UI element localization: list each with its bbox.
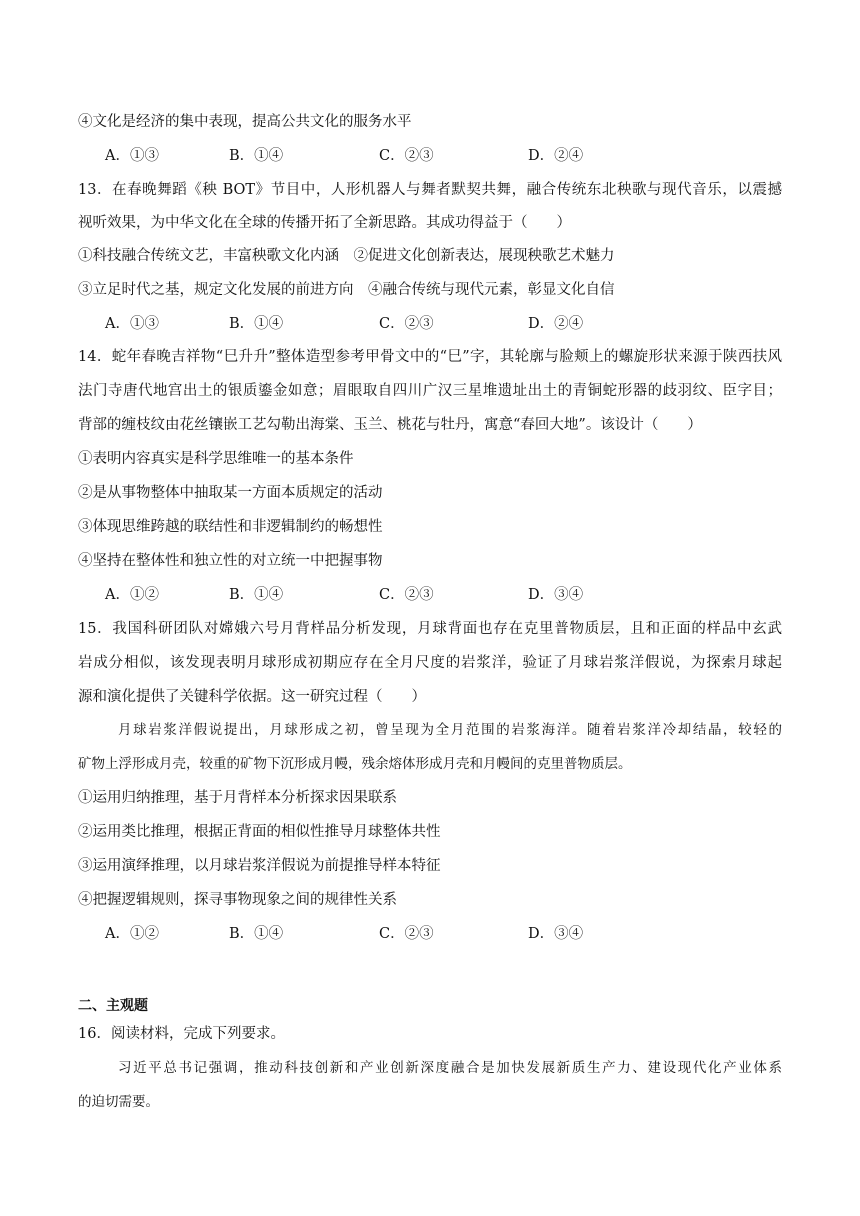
q14-choice-b[interactable]: B．①④: [229, 587, 284, 603]
q14-choice-c[interactable]: C．②③: [379, 587, 434, 603]
q12-choice-c[interactable]: C．②③: [379, 148, 434, 164]
q14-option-2: ②是从事物整体中抽取某一方面本质规定的活动: [78, 485, 383, 501]
q12-answer-options: [105, 146, 745, 166]
q14-option-4: ④坚持在整体性和独立性的对立统一中把握事物: [78, 553, 383, 569]
q15-choice-b[interactable]: B．①④: [229, 926, 284, 942]
q15-material-line-1: 月球岩浆洋假说提出，月球形成之初，曾呈现为全月范围的岩浆海洋。随着岩浆洋冷却结晶，较轻的: [118, 722, 782, 738]
q13-choice-a[interactable]: A．①③: [105, 316, 159, 332]
q14-stem-line-3: 背部的缠枝纹由花丝镶嵌工艺勾勒出海棠、玉兰、桃花与牡丹，寓意“春回大地”。该设计（ ）: [78, 417, 702, 433]
q14-stem-line-1: 14．蛇年春晚吉祥物“巳升升”整体造型参考甲骨文中的“巳”字，其轮廓与脸颊上的螺旋形状来源于陕西扶风: [78, 349, 782, 365]
q13-options-line-1: ①科技融合传统文艺，丰富秧歌文化内涵 ②促进文化创新表达，展现秧歌艺术魅力: [78, 248, 615, 264]
q16-material-line-2: 的迫切需要。: [78, 1094, 159, 1110]
q15-stem-line-1: 15．我国科研团队对嫦娥六号月背样品分析发现，月球背面也存在克里普物质层，且和正面的样品中玄武: [78, 621, 782, 637]
q14-stem-line-2: 法门寺唐代地宫出土的银质鎏金如意；眉眼取自四川广汉三星堆遗址出土的青铜蛇形器的歧羽纹、臣字目；: [78, 383, 782, 399]
section-heading: 二、主观题: [78, 998, 148, 1014]
q13-choice-c[interactable]: C．②③: [379, 316, 434, 332]
q13-choice-b[interactable]: B．①④: [229, 316, 284, 332]
q15-choice-c[interactable]: C．②③: [379, 926, 434, 942]
q15-option-1: ①运用归纳推理，基于月背样本分析探求因果联系: [78, 790, 397, 806]
q15-choice-d[interactable]: D．③④: [528, 926, 584, 942]
q14-choice-a[interactable]: A．①②: [105, 587, 159, 603]
q12-choice-a[interactable]: A．①③: [105, 148, 159, 164]
q15-choice-a[interactable]: A．①②: [105, 926, 159, 942]
q14-answer-options: [105, 585, 745, 605]
q16-material-line-1: 习近平总书记强调，推动科技创新和产业创新深度融合是加快发展新质生产力、建设现代化产业体系: [118, 1060, 782, 1076]
q14-choice-d[interactable]: D．③④: [528, 587, 584, 603]
q15-material-line-2: 矿物上浮形成月壳，较重的矿物下沉形成月幔，残余熔体形成月壳和月幔间的克里普物质层。: [78, 756, 632, 772]
q13-stem-line-2: 视听效果，为中华文化在全球的传播开拓了全新思路。其成功得益于（ ）: [78, 215, 571, 231]
q12-option-4: ④文化是经济的集中表现，提高公共文化的服务水平: [78, 114, 412, 130]
q12-choice-d[interactable]: D．②④: [528, 148, 584, 164]
q14-option-3: ③体现思维跨越的联结性和非逻辑制约的畅想性: [78, 519, 383, 535]
q14-option-1: ①表明内容真实是科学思维唯一的基本条件: [78, 451, 354, 467]
q13-options-line-2: ③立足时代之基，规定文化发展的前进方向 ④融合传统与现代元素，彰显文化自信: [78, 282, 615, 298]
q16-stem: 16．阅读材料，完成下列要求。: [78, 1026, 285, 1042]
q13-answer-options: [105, 314, 745, 334]
q15-option-4: ④把握逻辑规则，探寻事物现象之间的规律性关系: [78, 892, 397, 908]
q15-stem-line-2: 岩成分相似，该发现表明月球形成初期应存在全月尺度的岩浆洋，验证了月球岩浆洋假说，为探索月球起: [78, 655, 782, 671]
q13-stem-line-1: 13．在春晚舞蹈《秧 BOT》节目中，人形机器人与舞者默契共舞，融合传统东北秧歌与现代音乐，以震撼: [78, 182, 782, 198]
q12-choice-b[interactable]: B．①④: [229, 148, 284, 164]
q15-stem-line-3: 源和演化提供了关键科学依据。这一研究过程（ ）: [78, 689, 426, 705]
q15-answer-options: [105, 924, 745, 944]
q15-option-2: ②运用类比推理，根据正背面的相似性推导月球整体共性: [78, 824, 441, 840]
q15-option-3: ③运用演绎推理，以月球岩浆洋假说为前提推导样本特征: [78, 858, 441, 874]
q13-choice-d[interactable]: D．②④: [528, 316, 584, 332]
